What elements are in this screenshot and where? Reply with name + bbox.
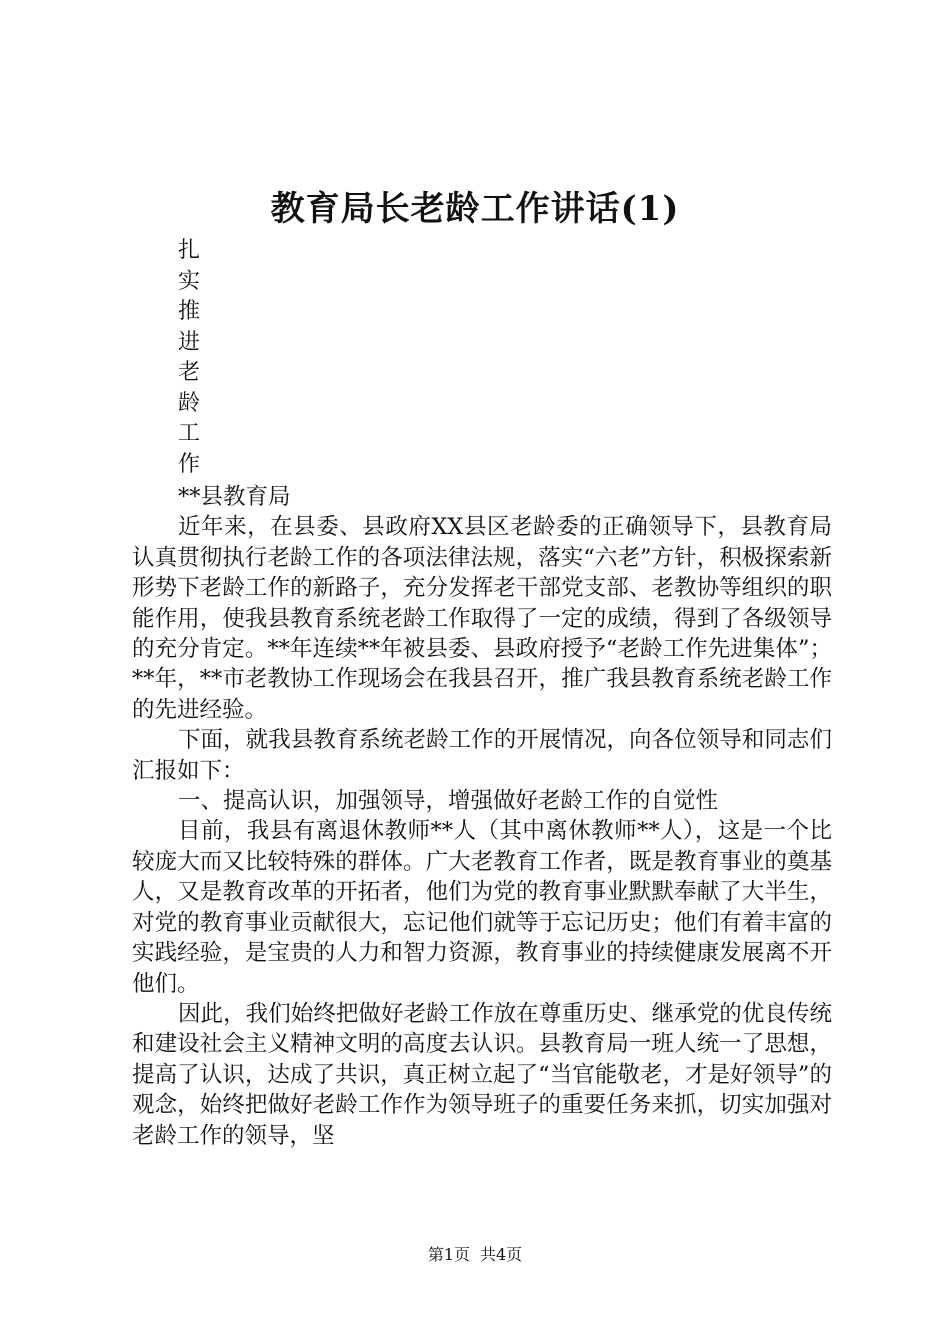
document-body <box>132 482 832 1151</box>
page-total: 共4页 <box>480 1245 523 1264</box>
page-footer <box>0 1243 950 1267</box>
section-heading: 一、提高认识，加强领导，增强做好老龄工作的自觉性 <box>178 788 719 815</box>
subtitle-char: 老 <box>178 360 201 385</box>
paragraph: 近年来，在县委、县政府XX县区老龄委的正确领导下，县教育局认真贯彻执行老龄工作的各项法律法规，落实“六老”方针，积极探索新形势下老龄工作的新路子，充分发挥老干部党支部、老教协等组织的职能作用，使我县教育系统老龄工作取得了一定的成绩，得到了各级领导的充分肯定。**年连续**年被县委、县政府授予“老龄工作先进集体”；**年，**市老教协工作现场会在我县召开，推广我县教育系统老龄工作的先进经验。 <box>132 514 832 723</box>
organization-line: **县教育局 <box>178 484 291 510</box>
paragraph: 目前，我县有离退休教师**人（其中离休教师**人），这是一个比较庞大而又比较特殊的群体。广大老教育工作者，既是教育事业的奠基人，又是教育改革的开拓者，他们为党的教育事业默默奉献了大半生，对党的教育事业贡献很大，忘记他们就等于忘记历史；他们有着丰富的实践经验，是宝贵的人力和智力资源，教育事业的持续健康发展离不开他们。 <box>132 818 832 997</box>
subtitle-char: 作 <box>178 451 201 477</box>
subtitle-char: 工 <box>178 421 201 446</box>
subtitle-char: 龄 <box>178 390 201 416</box>
paragraph: 因此，我们始终把做好老龄工作放在尊重历史、继承党的优良传统和建设社会主义精神文明的高度去认识。县教育局一班人统一了思想，提高了认识，达成了共识，真正树立起了“当官能敬老，才是好领导”的观念，始终把做好老龄工作作为领导班子的重要任务来抓，切实加强对老龄工作的领导，坚 <box>132 1000 832 1149</box>
subtitle-char: 推 <box>178 299 201 324</box>
subtitle-char: 实 <box>178 268 201 294</box>
document-title: 教育局长老龄工作讲话(1) <box>270 189 680 229</box>
subtitle-char: 进 <box>178 329 201 355</box>
page-number: 第1页 <box>427 1245 470 1264</box>
vertical-subtitle <box>178 236 208 480</box>
paragraph: 下面，就我县教育系统老龄工作的开展情况，向各位领导和同志们汇报如下： <box>132 727 832 784</box>
subtitle-char: 扎 <box>178 238 201 263</box>
